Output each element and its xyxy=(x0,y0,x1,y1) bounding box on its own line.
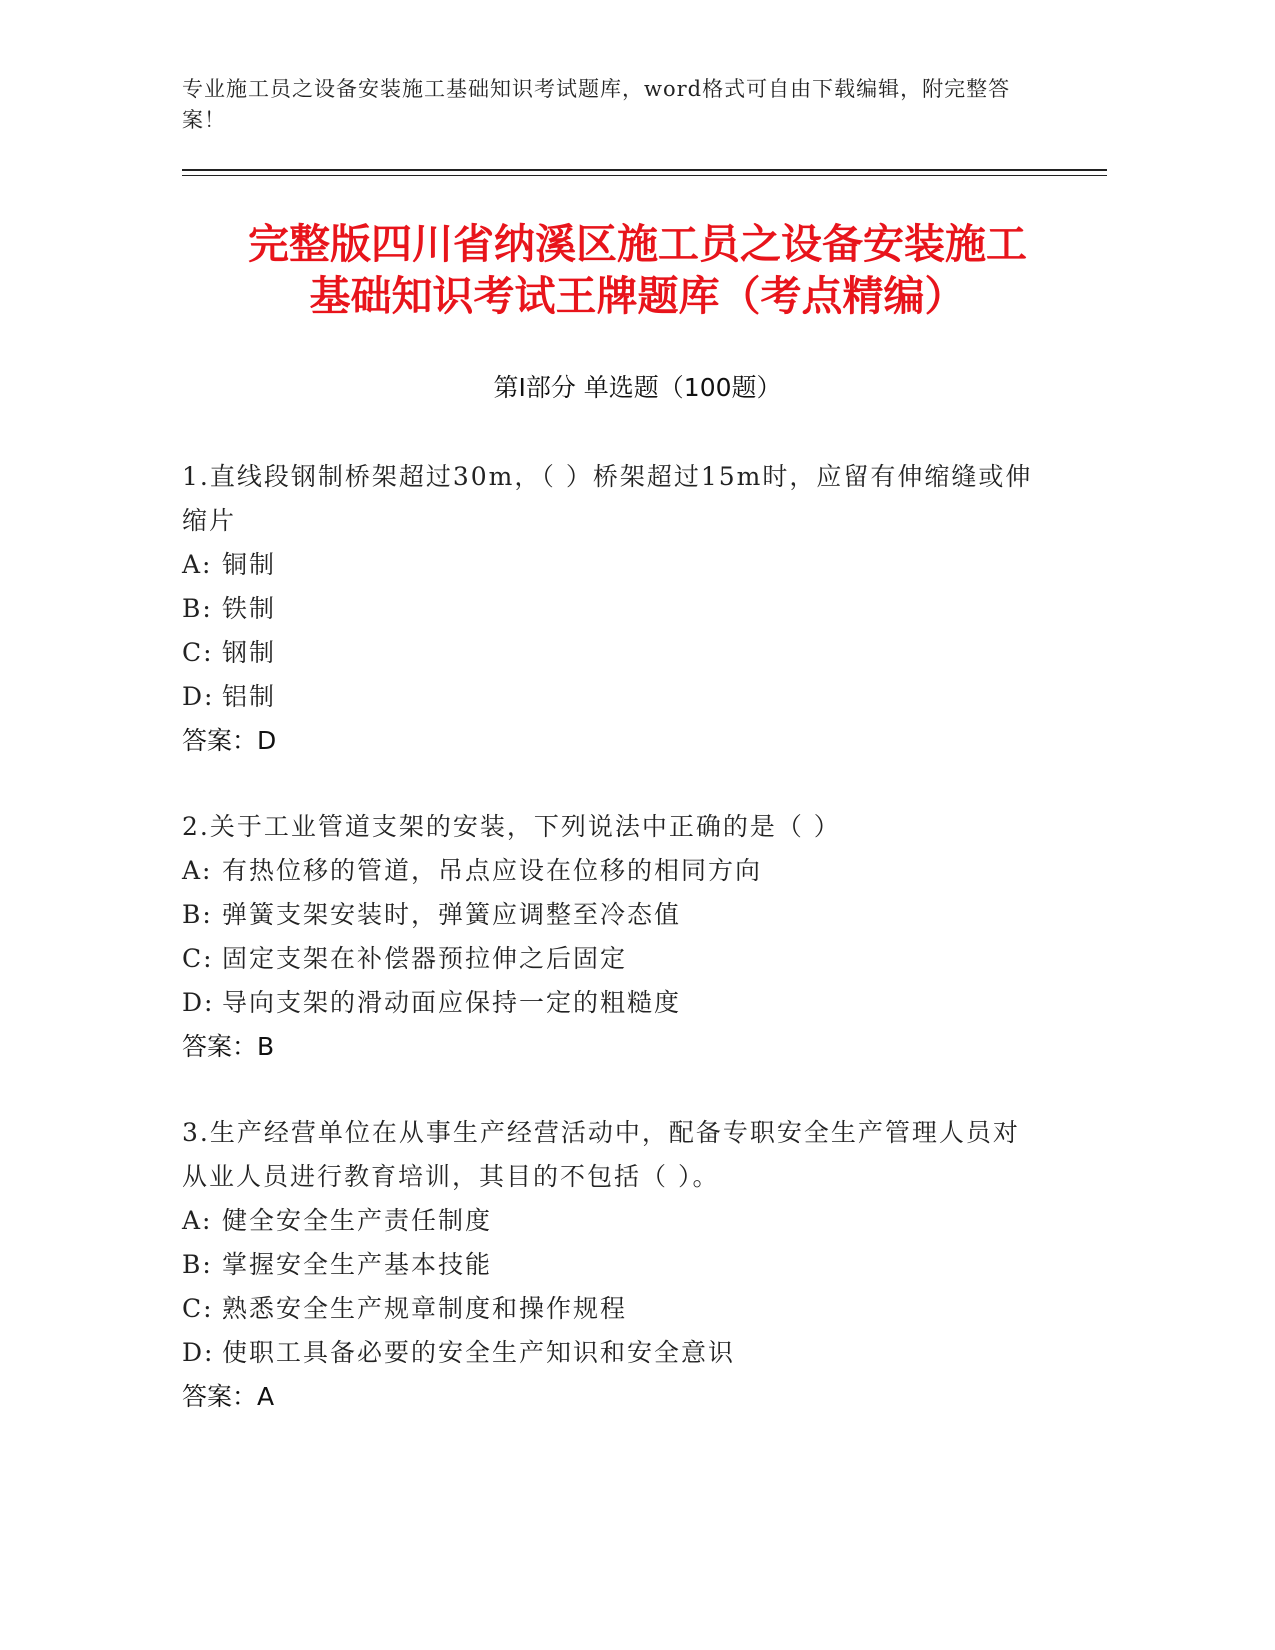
document-title xyxy=(150,218,1125,322)
option-a xyxy=(182,1199,1042,1243)
question-stem: 3.生产经营单位在从事生产经营活动中，配备专职安全生产管理人员对从业人员进行教育培训，其目的不包括（ ）。 xyxy=(182,1118,1020,1191)
option-a xyxy=(182,849,1042,893)
option-c xyxy=(182,937,1042,981)
option-text: 导向支架的滑动面应保持一定的粗糙度 xyxy=(222,988,682,1017)
option-c xyxy=(182,1287,1042,1331)
answer: 答案：A xyxy=(182,1382,275,1411)
option-d xyxy=(182,1331,1042,1375)
question-3 xyxy=(182,1111,1042,1419)
option-text: 固定支架在补偿器预拉伸之后固定 xyxy=(222,944,628,973)
document-title-line-2: 基础知识考试王牌题库（考点精编） xyxy=(309,272,966,320)
option-label: C: xyxy=(182,638,214,667)
section-title: 第Ⅰ部分 单选题（100题） xyxy=(493,373,782,402)
option-text: 掌握安全生产基本技能 xyxy=(222,1250,493,1279)
option-label: A: xyxy=(182,856,213,885)
document-title-line-1: 完整版四川省纳溪区施工员之设备安装施工 xyxy=(248,220,1027,268)
option-b xyxy=(182,1243,1042,1287)
option-d xyxy=(182,675,1042,719)
question-stem: 2.关于工业管道支架的安装，下列说法中正确的是（ ） xyxy=(182,812,841,841)
option-text: 铜制 xyxy=(222,550,277,579)
answer: 答案：B xyxy=(182,1032,275,1061)
question-1 xyxy=(182,455,1042,763)
option-c xyxy=(182,631,1042,675)
option-text: 有热位移的管道，吊点应设在位移的相同方向 xyxy=(222,856,763,885)
option-label: D: xyxy=(182,988,215,1017)
option-d xyxy=(182,981,1042,1025)
question-2 xyxy=(182,805,1042,1069)
question-stem: 1.直线段钢制桥架超过30m，（ ）桥架超过15m时，应留有伸缩缝或伸缩片 xyxy=(182,462,1033,535)
option-label: B: xyxy=(182,900,213,929)
option-label: C: xyxy=(182,1294,214,1323)
option-text: 健全安全生产责任制度 xyxy=(222,1206,493,1235)
option-text: 弹簧支架安装时，弹簧应调整至冷态值 xyxy=(222,900,682,929)
answer: 答案：D xyxy=(182,726,277,755)
option-text: 铁制 xyxy=(222,594,277,623)
option-text: 铝制 xyxy=(222,682,277,711)
option-b xyxy=(182,893,1042,937)
header-divider-top xyxy=(182,169,1107,171)
option-a xyxy=(182,543,1042,587)
header-divider-bottom xyxy=(182,175,1107,176)
question-list xyxy=(182,455,1042,1461)
header-note: 专业施工员之设备安装施工基础知识考试题库，word格式可自由下载编辑，附完整答案！ xyxy=(182,77,1011,132)
option-b xyxy=(182,587,1042,631)
option-text: 钢制 xyxy=(222,638,277,667)
option-text: 使职工具备必要的安全生产知识和安全意识 xyxy=(222,1338,736,1367)
option-label: D: xyxy=(182,682,215,711)
option-label: D: xyxy=(182,1338,215,1367)
option-label: A: xyxy=(182,550,213,579)
option-label: C: xyxy=(182,944,214,973)
option-label: B: xyxy=(182,594,213,623)
option-label: B: xyxy=(182,1250,213,1279)
option-text: 熟悉安全生产规章制度和操作规程 xyxy=(222,1294,628,1323)
option-label: A: xyxy=(182,1206,213,1235)
